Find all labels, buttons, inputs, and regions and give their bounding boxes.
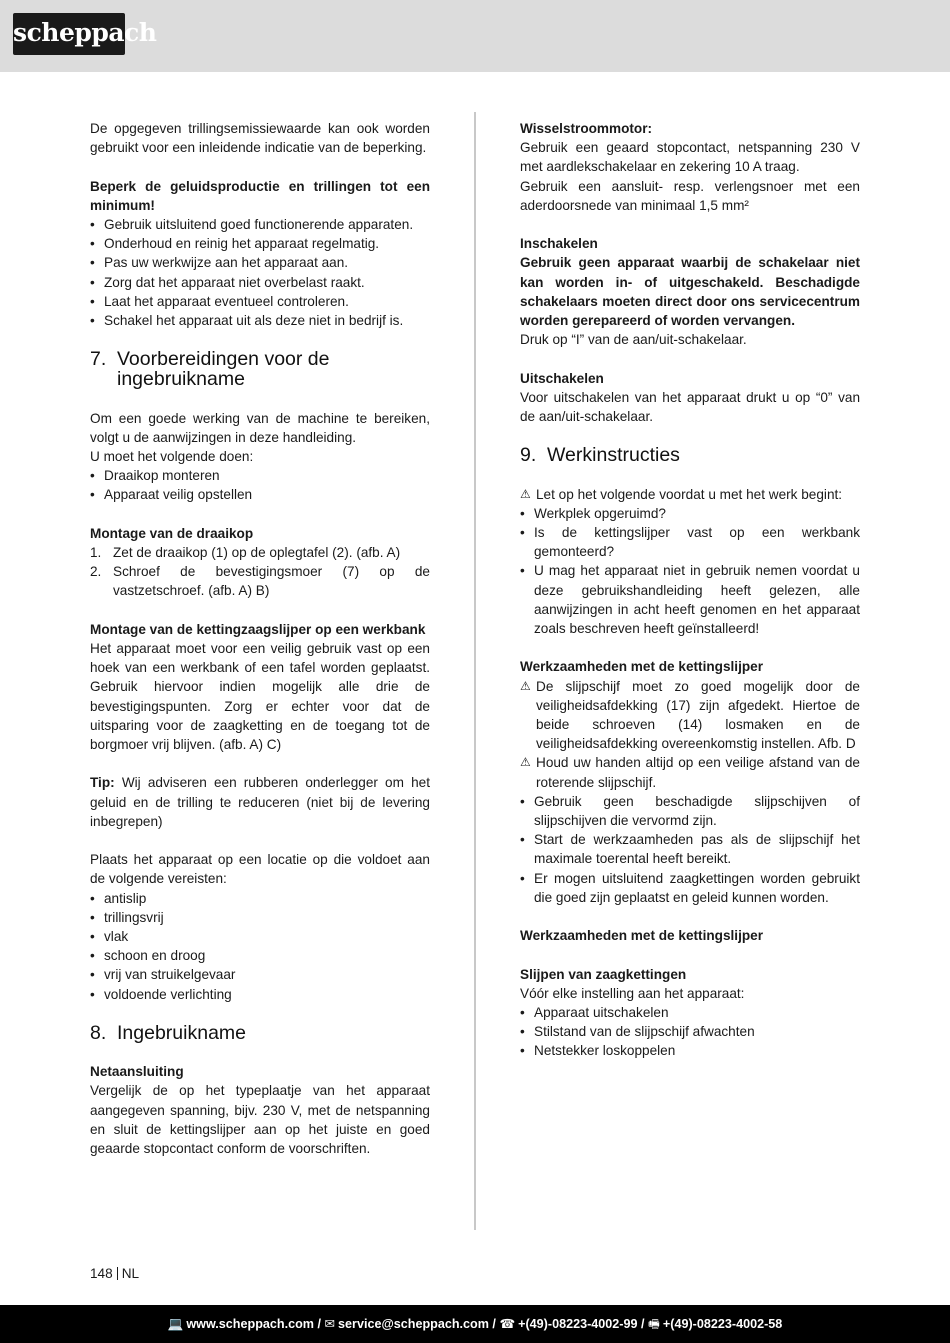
section-title: Voorbereidingen voor de ingebruikname bbox=[117, 348, 330, 391]
list-item: • Er mogen uitsluitend zaagkettingen worden gebruikt die goed zijn geplaatst en geleid kunnen worden. bbox=[520, 869, 860, 907]
section-title: Werkinstructies bbox=[547, 444, 680, 467]
list-item: • Is de kettingslijper vast op een werkbank gemonteerd? bbox=[520, 523, 860, 561]
ac-motor-line: Gebruik een aansluit- resp. verlengsnoer met een aderdoorsnede van minimaal 1,5 mm² bbox=[520, 178, 860, 213]
fax-number: +(49)-08223-4002-58 bbox=[662, 1317, 783, 1331]
list-item: • voldoende verlichting bbox=[90, 985, 430, 1004]
contact-bar: 💻 www.scheppach.com / ✉ service@scheppach.com / ☎ +(49)-08223-4002-99 / 🖷 +(49)-08223-4002-58 bbox=[0, 1305, 950, 1343]
left-column bbox=[90, 119, 430, 1158]
s7-list bbox=[90, 466, 430, 504]
list-item: • Apparaat veilig opstellen bbox=[90, 485, 430, 504]
list-item: • Netstekker loskoppelen bbox=[520, 1041, 860, 1060]
location-list bbox=[90, 889, 430, 1004]
list-item: • Apparaat uitschakelen bbox=[520, 1003, 860, 1022]
ac-motor-heading: Wisselstroommotor: bbox=[520, 121, 653, 136]
list-item: • Zorg dat het apparaat niet overbelast raakt. bbox=[90, 273, 430, 292]
list-item: • Draaikop monteren bbox=[90, 466, 430, 485]
work-heading: Werkzaamheden met de kettingslijper bbox=[520, 659, 764, 675]
section-number: 9. bbox=[520, 444, 537, 467]
switch-on-text: Druk op “I” van de aan/uit-schakelaar. bbox=[520, 332, 747, 348]
switch-off-text: Voor uitschakelen van het apparaat drukt u op “0” van de aan/uit-schakelaar. bbox=[520, 389, 860, 425]
right-column bbox=[520, 119, 860, 1061]
envelope-icon: ✉ bbox=[324, 1317, 336, 1331]
location-text: Plaats het apparaat op een locatie op die voldoet aan de volgende vereisten: bbox=[90, 852, 430, 887]
vibration-intro: De opgegeven trillingsemissiewaarde kan ook worden gebruikt voor een inleidende indicatie van de beperking. bbox=[90, 121, 430, 156]
list-item: • vlak bbox=[90, 927, 430, 946]
phone-number: +(49)-08223-4002-99 bbox=[518, 1317, 638, 1331]
header-bar bbox=[0, 0, 950, 72]
computer-icon: 💻 bbox=[167, 1317, 184, 1331]
grind-list bbox=[520, 1003, 860, 1061]
list-item: • Schakel het apparaat uit als deze niet in bedrijf is. bbox=[90, 311, 430, 330]
limit-list bbox=[90, 215, 430, 330]
scheppach-logo: scheppach bbox=[13, 13, 125, 55]
list-item: • Pas uw werkwijze aan het apparaat aan. bbox=[90, 253, 430, 272]
list-item: • Onderhoud en reinig het apparaat regelmatig. bbox=[90, 234, 430, 253]
tip-label: Tip: bbox=[90, 775, 115, 791]
work-warning: ⚠ De slijpschijf moet zo goed mogelijk door de veiligheidsafdekking (17) zijn afgedekt. Hiertoe de beide schroeven (14) losmaken en de veiligheidsafdekking overeenkomstig instellen. Afb. D bbox=[520, 678, 860, 752]
mount-head-heading: Montage van de draaikop bbox=[90, 525, 254, 541]
list-item: • Laat het apparaat eventueel controleren. bbox=[90, 292, 430, 311]
fax-icon: 🖷 bbox=[648, 1317, 660, 1331]
switch-on-heading: Inschakelen bbox=[520, 236, 598, 252]
s7-intro-line: U moet het volgende doen: bbox=[90, 449, 254, 464]
section-8-heading bbox=[90, 1023, 430, 1043]
mains-heading: Netaansluiting bbox=[90, 1064, 184, 1080]
list-item: • U mag het apparaat niet in gebruik nemen voordat u deze gebruikshandleiding heeft gelezen, alle aanwijzingen in acht heeft genomen en het apparaat zoals beschreven heeft geïnstalleerd! bbox=[520, 561, 860, 638]
phone-icon: ☎ bbox=[499, 1317, 516, 1331]
website-link[interactable]: www.scheppach.com bbox=[186, 1317, 314, 1331]
work-list bbox=[520, 792, 860, 907]
column-divider bbox=[474, 112, 476, 1230]
list-item: • Gebruik geen beschadigde slijpschijven of slijpschijven die vervormd zijn. bbox=[520, 792, 860, 830]
tip-text: Wij adviseren een rubberen onderlegger om het geluid en de trilling te reduceren (niet bij de levering inbegrepen) bbox=[90, 775, 430, 829]
email-link[interactable]: service@scheppach.com bbox=[338, 1317, 489, 1331]
ac-motor-line: Gebruik een geaard stopcontact, netspanning 230 V met aardlekschakelaar en zekering 10 A traag. bbox=[520, 140, 860, 175]
tip-paragraph bbox=[90, 773, 430, 831]
language-code: NL bbox=[121, 1266, 140, 1281]
s9-list bbox=[520, 504, 860, 638]
section-7-heading bbox=[90, 349, 430, 389]
limit-heading: Beperk de geluidsproductie en trillingen tot een minimum! bbox=[90, 178, 430, 213]
s7-intro-line: Om een goede werking van de machine te bereiken, volgt u de aanwijzingen in deze handleiding. bbox=[90, 410, 430, 445]
section-title: Ingebruikname bbox=[117, 1022, 246, 1045]
mains-text: Vergelijk de op het typeplaatje van het apparaat aangegeven spanning, bijv. 230 V, met de netspanning en sluit de kettingslijper aan op het juiste en goed geaarde stopcontact conform de voorschriften. bbox=[90, 1083, 430, 1157]
work-warning: ⚠ Houd uw handen altijd op een veilige afstand van de roterende slijpschijf. bbox=[520, 755, 860, 790]
switch-off-heading: Uitschakelen bbox=[520, 370, 604, 386]
section-number: 7. bbox=[90, 348, 107, 371]
switch-on-warning: Gebruik geen apparaat waarbij de schakelaar niet kan worden in- of uitgeschakeld. Beschadigde schakelaars moeten direct door ons servicecentrum worden gerepareerd of worden vervangen. bbox=[520, 255, 860, 329]
mount-head-steps bbox=[90, 543, 430, 601]
list-item: • vrij van struikelgevaar bbox=[90, 965, 430, 984]
list-item: • Werkplek opgeruimd? bbox=[520, 504, 860, 523]
list-item: • Start de werkzaamheden pas als de slijpschijf het maximale toerental heeft bereikt. bbox=[520, 830, 860, 868]
list-item: • antislip bbox=[90, 889, 430, 908]
list-item: • trillingsvrij bbox=[90, 908, 430, 927]
list-item: • schoon en droog bbox=[90, 946, 430, 965]
warning-icon: ⚠ bbox=[520, 755, 531, 770]
warning-icon: ⚠ bbox=[520, 678, 531, 693]
bench-heading: Montage van de kettingzaagslijper op een werkbank bbox=[90, 621, 426, 637]
grind-text: Vóór elke instelling aan het apparaat: bbox=[520, 985, 745, 1001]
section-number: 8. bbox=[90, 1022, 107, 1045]
work-heading-2: Werkzaamheden met de kettingslijper bbox=[520, 928, 764, 944]
s9-intro: ⚠ Let op het volgende voordat u met het werk begint: bbox=[520, 485, 860, 504]
grind-heading: Slijpen van zaagkettingen bbox=[520, 966, 687, 982]
list-item: • Gebruik uitsluitend goed functionerende apparaten. bbox=[90, 215, 430, 234]
step-item: 2. Schroef de bevestigingsmoer (7) op de vastzetschroef. (afb. A) B) bbox=[90, 562, 430, 600]
section-9-heading bbox=[520, 445, 860, 465]
warning-icon: ⚠ bbox=[520, 486, 531, 501]
step-item: 1. Zet de draaikop (1) op de oplegtafel (2). (afb. A) bbox=[90, 543, 430, 562]
page-footer bbox=[90, 1264, 139, 1283]
page-number: 148 bbox=[90, 1266, 113, 1281]
list-item: • Stilstand van de slijpschijf afwachten bbox=[520, 1022, 860, 1041]
bench-text: Het apparaat moet voor een veilig gebruik vast op een hoek van een werkbank of een tafel worden geplaatst. Gebruik hiervoor indien mogelijk alle drie de bevestigingspunten. Zorg er echter voor dat de uitsparing voor de zaagketting en de toegang tot de borgmoer vrij blijven. (afb. A) C) bbox=[90, 641, 430, 753]
footer-separator bbox=[117, 1267, 118, 1280]
